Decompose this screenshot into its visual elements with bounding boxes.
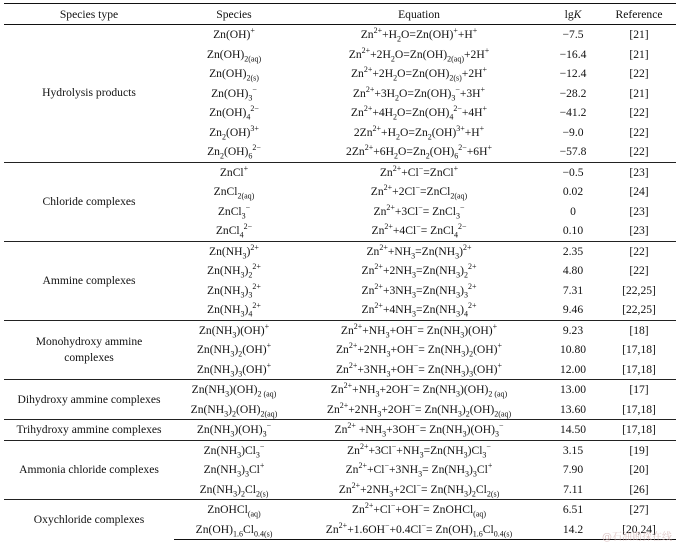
equation-cell: $Zn^{2+}+Cl^-+3NH_3= Zn(NH_3)_3Cl^+$ <box>345 461 493 479</box>
lgk-cell: 7.31 <box>562 283 584 297</box>
lgk-cell: 13.00 <box>544 380 602 400</box>
reference-cell: [17,18] <box>602 420 676 441</box>
species-cell: $Zn(NH_3)(OH)_{2 (aq)}$ <box>174 380 294 400</box>
reference-cell: [22,25] <box>622 303 656 317</box>
species-cell: $Zn(OH)_{2(aq)}$ <box>206 47 262 64</box>
reference-cell: [23] <box>629 224 649 238</box>
species-cell: $Zn(NH_3)(OH)_3^-$ <box>174 420 294 441</box>
lgk-cell: 14.50 <box>544 420 602 441</box>
species-cell: $Zn(NH_3)(OH)^+$ <box>174 320 294 340</box>
species-cell: $Zn(NH_3)_2(OH)_{2(aq)}$ <box>190 402 278 419</box>
equation-cell: $Zn^{2+}+2H_2O=Zn(OH)_{2(s)}+2H^+$ <box>350 65 488 83</box>
reference-cell: [26] <box>629 482 649 496</box>
equation-cell: $Zn^{2+}+Cl^-=ZnCl^+$ <box>294 162 544 182</box>
species-cell: Zn(OH)+ <box>213 26 255 42</box>
reference-cell: [17,18] <box>622 343 656 357</box>
species-cell: ZnOHCl$_{(aq)}$ <box>174 500 294 520</box>
species-cell: $Zn(NH_3)_3(OH)^+$ <box>196 360 272 379</box>
species-cell: $Zn(NH_3)_2^{2+}$ <box>207 262 261 280</box>
equation-cell: $Zn^{2+}+4Cl^-=$ ZnCl$_4^{2-}$ <box>371 222 467 240</box>
species-cell: $Zn(NH_3)_2(OH)^+$ <box>196 341 272 359</box>
species-cell: $Zn(OH)_4^{2-}$ <box>209 104 259 122</box>
species-cell: $Zn(OH)_{2(s)}$ <box>209 67 259 83</box>
table-row <box>4 420 676 441</box>
equation-cell: $Zn^{2+}+4NH_3=Zn(NH_3)_4^{2+}$ <box>361 301 477 319</box>
reference-cell: [17,18] <box>622 402 656 416</box>
equation-cell: $Zn^{2+}+3NH_3=Zn(NH_3)_3^{2+}$ <box>361 281 477 300</box>
reference-cell: [27] <box>602 500 676 520</box>
equation-cell: $Zn^{2+}+1.6OH^-+0.4Cl^-= Zn(OH)_{1.6}Cl_{0.4(s)}$ <box>294 520 544 540</box>
header-lgk: lgK <box>544 4 602 25</box>
lgk-cell: 12.00 <box>559 362 587 376</box>
table-header-row <box>4 4 676 25</box>
table-row <box>4 162 676 182</box>
species-type-cell: Ammine complexes <box>4 241 174 320</box>
species-cell: $Zn(NH_3)_3Cl^+$ <box>203 461 265 479</box>
reference-cell: [17,18] <box>622 362 656 376</box>
equation-cell: $Zn^{2+}+2NH_3=Zn(NH_3)_2^{2+}$ <box>361 262 477 280</box>
table-row <box>4 440 676 460</box>
lgk-cell: 9.46 <box>562 303 584 317</box>
equation-cell: $Zn^{2+}+NH_3+2OH^-= Zn(NH_3)(OH)_{2 (aq)}$ <box>294 380 544 400</box>
species-cell: $Zn(NH_3)_3^{2+}$ <box>207 281 261 300</box>
table-row <box>4 241 676 261</box>
reference-cell: [22] <box>629 125 649 139</box>
species-cell: $Zn(OH)_3^-$ <box>211 84 257 103</box>
header-reference: Reference <box>602 4 676 25</box>
header-species-type: Species type <box>4 4 174 25</box>
lgk-cell: 0 <box>570 204 576 218</box>
species-cell: $Zn(NH_3)_4^{2+}$ <box>207 301 261 319</box>
reference-cell: [21] <box>629 86 649 100</box>
reference-cell: [22] <box>629 264 649 278</box>
species-cell: $Zn(NH_3)Cl_3^-$ <box>174 440 294 460</box>
lgk-cell: −7.5 <box>562 28 584 42</box>
lgk-cell: −16.4 <box>559 47 587 61</box>
reference-cell: [20] <box>629 463 649 477</box>
equation-cell: $Zn^{2+}+NH_3+OH^-= Zn(NH_3)(OH)^+$ <box>294 320 544 340</box>
table-body <box>4 25 676 540</box>
header-species: Species <box>174 4 294 25</box>
header-equation: Equation <box>294 4 544 25</box>
reference-cell: [24] <box>629 185 649 199</box>
reference-cell: [22,25] <box>622 283 656 297</box>
species-cell: $Zn_2(OH)_6^{2-}$ <box>207 143 261 161</box>
species-type-cell: Hydrolysis products <box>42 86 136 100</box>
table-row <box>4 25 676 45</box>
species-type-cell: Monohydroxy ammine complexes <box>4 320 174 380</box>
lgk-cell: 7.11 <box>563 482 583 496</box>
lgk-cell: 2.35 <box>544 241 602 261</box>
species-cell: ZnCl$_{2(aq)}$ <box>213 185 255 201</box>
species-cell: $Zn(OH)_{1.6}Cl_{0.4(s)}$ <box>174 520 294 540</box>
lgk-cell: 10.80 <box>559 343 587 357</box>
lgk-cell: −12.4 <box>559 67 587 81</box>
species-cell: $Zn_2(OH)^{3+}$ <box>209 123 259 142</box>
reference-cell: [18] <box>602 320 676 340</box>
table-row <box>4 500 676 520</box>
species-cell: $Zn(NH_3)_2Cl_{2(s)}$ <box>199 482 269 499</box>
equation-cell: $Zn^{2+}+4H_2O=Zn(OH)_4^{2-}+4H^+$ <box>350 104 488 122</box>
lgk-cell: 4.80 <box>562 264 584 278</box>
equation-cell: $Zn^{2+}+2Cl^-=ZnCl_{2(aq)}$ <box>370 183 468 201</box>
reference-cell: [21] <box>629 47 649 61</box>
lgk-cell: −57.8 <box>559 145 587 159</box>
lgk-cell: 3.15 <box>544 440 602 460</box>
species-cell: $Zn(NH_3)^{2+}$ <box>174 241 294 261</box>
species-cell: ZnCl$_3$− <box>217 202 251 221</box>
watermark: @石油勘探在线 <box>602 532 672 543</box>
equation-cell: $Zn^{2+}+2NH_3+OH^-= Zn(NH_3)_2(OH)^+$ <box>335 341 503 359</box>
reference-cell: [21] <box>629 28 649 42</box>
equation-cell: $2Zn^{2+}+6H_2O=Zn_2(OH)_6^{2-}+6H^+$ <box>346 143 492 161</box>
lgk-cell: −9.0 <box>562 125 584 139</box>
table-row <box>4 380 676 400</box>
equation-cell: $Zn^{2+}+Cl^-+OH^-=$ ZnOHCl$_{(aq)}$ <box>294 500 544 520</box>
equation-cell: $Zn^{2+}+2NH_3+2Cl^-= Zn(NH_3)_2Cl_{2(s)}$ <box>338 480 500 499</box>
table-row <box>4 320 676 340</box>
species-type-cell: Chloride complexes <box>4 162 174 241</box>
lgk-cell: 0.10 <box>562 224 584 238</box>
reference-cell: [19] <box>602 440 676 460</box>
reference-cell: [22] <box>629 145 649 159</box>
lgk-cell: 13.60 <box>559 402 587 416</box>
lgk-cell: 6.51 <box>544 500 602 520</box>
equation-cell: $Zn^{2+}+3Cl^-+NH_3=Zn(NH_3)Cl_3^-$ <box>294 440 544 460</box>
lgk-cell: 14.2 <box>544 520 602 540</box>
reference-cell: [20,24] <box>602 520 676 540</box>
equation-cell: $Zn^{2+}+3NH_3+OH^-= Zn(NH_3)_3(OH)^+$ <box>335 360 503 379</box>
thermodynamic-data-table <box>4 3 676 540</box>
lgk-cell: 7.90 <box>562 463 584 477</box>
reference-cell: [23] <box>602 162 676 182</box>
equation-cell: $Zn^{2+}+3Cl^-=$ ZnCl$_3$− <box>373 202 465 221</box>
reference-cell: [22] <box>629 106 649 120</box>
species-type-cell: Oxychloride complexes <box>4 500 174 540</box>
equation-cell: $Zn^{2+}+3H_2O=Zn(OH)_3^-+3H^+$ <box>352 84 486 103</box>
equation-cell: $Zn^{2+}+2NH_3+2OH^-= Zn(NH_3)_2(OH)_{2(aq)}$ <box>326 400 512 419</box>
reference-cell: [23] <box>629 204 649 218</box>
equation-cell: $2Zn^{2+}+H_2O=Zn_2(OH)^{3+}+H^+$ <box>353 123 485 142</box>
equation-cell: $Zn^{2+}+NH_3=Zn(NH_3)^{2+}$ <box>294 241 544 261</box>
lgk-cell: 0.02 <box>562 185 584 199</box>
species-type-cell: Ammonia chloride complexes <box>4 440 174 500</box>
reference-cell: [17] <box>602 380 676 400</box>
species-type-cell: Dihydroxy ammine complexes <box>4 380 174 420</box>
species-cell: ZnCl$_4^{2-}$ <box>215 222 253 240</box>
equation-cell: $Zn^{2+}+2H_2O=Zn(OH)_{2(aq)}+2H^+$ <box>348 45 490 64</box>
lgk-cell: −41.2 <box>559 106 587 120</box>
reference-cell: [22] <box>602 241 676 261</box>
lgk-cell: 9.23 <box>544 320 602 340</box>
equation-cell: $Zn^{2+} +NH_3+3OH^-= Zn(NH_3)(OH)_3^-$ <box>294 420 544 441</box>
reference-cell: [22] <box>629 67 649 81</box>
species-cell: ZnCl+ <box>174 162 294 182</box>
equation-cell: $Zn^{2+}+H_2O=Zn(OH)^++H^+$ <box>360 26 478 44</box>
lgk-cell: −28.2 <box>559 86 587 100</box>
lgk-cell: −0.5 <box>544 162 602 182</box>
species-type-cell: Trihydroxy ammine complexes <box>4 420 174 441</box>
